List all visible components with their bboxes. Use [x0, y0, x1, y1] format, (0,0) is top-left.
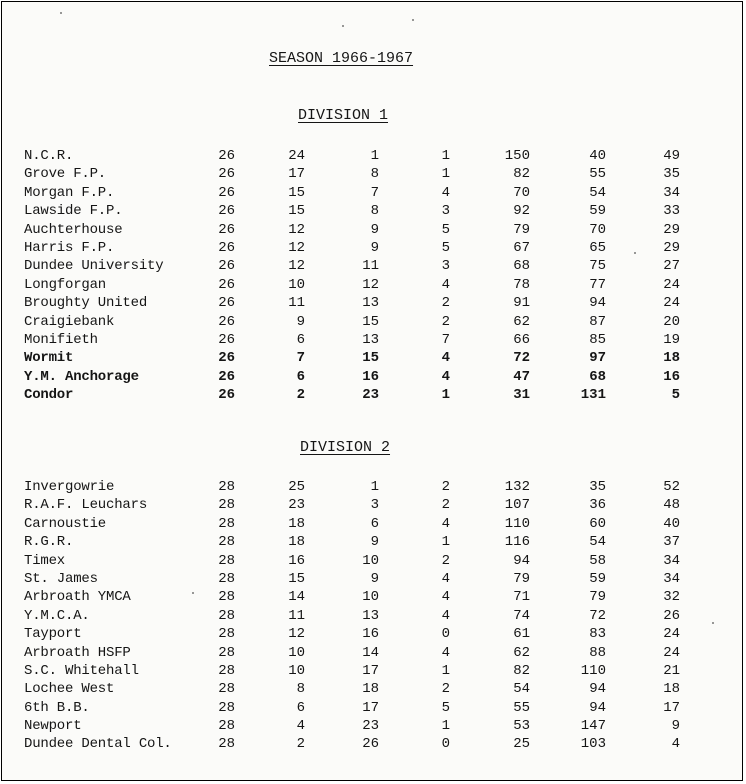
team-name: Craigiebank: [24, 313, 115, 330]
table-cell: 8: [370, 166, 379, 183]
table-cell: 32: [663, 589, 680, 606]
table-cell: 15: [362, 350, 379, 367]
table-cell: 3: [441, 258, 450, 275]
table-cell: 34: [663, 184, 680, 201]
table-cell: 116: [504, 534, 530, 551]
table-cell: 26: [218, 184, 235, 201]
table-cell: 91: [513, 295, 530, 312]
table-cell: 18: [288, 515, 305, 532]
table-cell: 35: [589, 479, 606, 495]
table-cell: 12: [288, 258, 305, 275]
table-cell: 36: [589, 497, 606, 514]
table-cell: 1: [441, 534, 450, 551]
table-cell: 26: [218, 239, 235, 256]
table-cell: 17: [362, 662, 379, 679]
table-cell: 1: [441, 718, 450, 735]
team-name: Longforgan: [24, 276, 107, 293]
table-cell: 97: [589, 350, 606, 367]
table-cell: 24: [663, 295, 680, 312]
team-name: Lawside F.P.: [24, 203, 123, 220]
table-cell: 7: [296, 350, 305, 367]
table-cell: 94: [589, 681, 606, 698]
table-cell: 1: [441, 662, 450, 679]
table-cell: 16: [362, 368, 379, 385]
table-cell: 26: [663, 607, 680, 624]
team-name: Carnoustie: [24, 515, 107, 532]
table-cell: 35: [663, 166, 680, 183]
table-cell: 1: [441, 166, 450, 183]
table-cell: 58: [589, 552, 606, 569]
table-cell: 4: [441, 368, 450, 385]
table-cell: 1: [441, 148, 450, 164]
team-name: Condor: [24, 387, 74, 404]
table-cell: 131: [580, 387, 606, 404]
table-cell: 19: [663, 331, 680, 348]
table-cell: 6: [370, 515, 379, 532]
table-cell: 28: [218, 552, 235, 569]
table-cell: 94: [589, 699, 606, 716]
table-cell: 55: [589, 166, 606, 183]
document-page: [1, 1, 743, 781]
table-cell: 1: [370, 148, 379, 164]
table-cell: 28: [218, 699, 235, 716]
table-row: [2, 626, 743, 644]
table-cell: 48: [663, 497, 680, 514]
table-cell: 49: [663, 148, 680, 164]
table-cell: 18: [663, 350, 680, 367]
table-row: [2, 203, 743, 221]
table-cell: 52: [663, 479, 680, 495]
table-cell: 4: [441, 570, 450, 587]
table-cell: 6: [296, 699, 305, 716]
table-cell: 26: [218, 350, 235, 367]
table-cell: 12: [362, 276, 379, 293]
team-name: Grove F.P.: [24, 166, 107, 183]
table-cell: 24: [288, 148, 305, 164]
table-cell: 59: [589, 203, 606, 220]
table-cell: 47: [513, 368, 530, 385]
scan-speck: [60, 12, 62, 14]
table-cell: 0: [441, 626, 450, 643]
team-name: Morgan F.P.: [24, 184, 115, 201]
table-cell: 53: [513, 718, 530, 735]
table-row: [2, 332, 743, 350]
table-cell: 9: [370, 221, 379, 238]
table-cell: 28: [218, 534, 235, 551]
table-cell: 29: [663, 239, 680, 256]
table-cell: 27: [663, 258, 680, 275]
table-cell: 26: [218, 276, 235, 293]
table-cell: 26: [218, 387, 235, 404]
team-name: Invergowrie: [24, 479, 115, 495]
table-cell: 28: [218, 607, 235, 624]
table-cell: 24: [663, 276, 680, 293]
table-cell: 17: [288, 166, 305, 183]
team-name: Auchterhouse: [24, 221, 123, 238]
table-cell: 107: [504, 497, 530, 514]
table-cell: 59: [589, 570, 606, 587]
table-cell: 8: [370, 203, 379, 220]
table-cell: 25: [513, 736, 530, 753]
table-cell: 55: [513, 699, 530, 716]
table-cell: 23: [362, 718, 379, 735]
table-row: [2, 700, 743, 718]
table-cell: 28: [218, 736, 235, 753]
table-row: [2, 516, 743, 534]
table-cell: 28: [218, 515, 235, 532]
table-row: [2, 645, 743, 663]
table-cell: 15: [288, 570, 305, 587]
table-cell: 11: [288, 607, 305, 624]
table-cell: 4: [441, 515, 450, 532]
table-cell: 4: [441, 184, 450, 201]
scan-speck: [412, 19, 414, 21]
table-row: [2, 314, 743, 332]
table-cell: 6: [296, 331, 305, 348]
team-name: Tayport: [24, 626, 82, 643]
table-cell: 31: [513, 387, 530, 404]
table-row: [2, 497, 743, 515]
table-cell: 94: [513, 552, 530, 569]
team-name: Y.M. Anchorage: [24, 368, 139, 385]
table-cell: 68: [513, 258, 530, 275]
table-row: [2, 258, 743, 276]
table-cell: 82: [513, 662, 530, 679]
table-row: [2, 222, 743, 240]
table-cell: 83: [589, 626, 606, 643]
table-cell: 34: [663, 552, 680, 569]
table-row: [2, 589, 743, 607]
table-cell: 10: [288, 644, 305, 661]
table-cell: 4: [441, 644, 450, 661]
table-cell: 20: [663, 313, 680, 330]
team-name: Dundee University: [24, 258, 164, 275]
table-row: [2, 166, 743, 184]
table-cell: 26: [218, 203, 235, 220]
table-cell: 24: [663, 626, 680, 643]
table-cell: 6: [296, 368, 305, 385]
table-cell: 26: [218, 295, 235, 312]
team-name: Monifieth: [24, 331, 98, 348]
division-1-table: [2, 148, 743, 405]
table-cell: 26: [218, 331, 235, 348]
table-cell: 18: [288, 534, 305, 551]
table-cell: 16: [288, 552, 305, 569]
table-cell: 15: [288, 184, 305, 201]
table-cell: 68: [589, 368, 606, 385]
table-cell: 9: [296, 313, 305, 330]
table-cell: 15: [362, 313, 379, 330]
table-cell: 26: [362, 736, 379, 753]
table-cell: 9: [370, 570, 379, 587]
table-cell: 23: [288, 497, 305, 514]
team-name: Arbroath YMCA: [24, 589, 131, 606]
table-cell: 34: [663, 570, 680, 587]
table-cell: 103: [580, 736, 606, 753]
table-cell: 7: [370, 184, 379, 201]
table-cell: 1: [441, 387, 450, 404]
table-cell: 26: [218, 148, 235, 164]
team-name: N.C.R.: [24, 148, 74, 164]
table-row: [2, 148, 743, 166]
table-cell: 16: [663, 368, 680, 385]
table-cell: 2: [441, 552, 450, 569]
table-cell: 10: [362, 552, 379, 569]
table-cell: 18: [362, 681, 379, 698]
team-name: St. James: [24, 570, 98, 587]
team-name: Timex: [24, 552, 66, 569]
table-row: [2, 681, 743, 699]
table-cell: 87: [589, 313, 606, 330]
table-cell: 16: [362, 626, 379, 643]
table-cell: 28: [218, 570, 235, 587]
table-cell: 17: [663, 699, 680, 716]
table-cell: 10: [288, 662, 305, 679]
table-cell: 150: [504, 148, 530, 164]
table-cell: 13: [362, 331, 379, 348]
team-name: S.C. Whitehall: [24, 662, 139, 679]
table-row: [2, 295, 743, 313]
table-cell: 4: [441, 607, 450, 624]
table-cell: 26: [218, 258, 235, 275]
table-cell: 11: [362, 258, 379, 275]
table-cell: 26: [218, 221, 235, 238]
table-cell: 14: [288, 589, 305, 606]
table-cell: 28: [218, 662, 235, 679]
table-cell: 61: [513, 626, 530, 643]
table-cell: 67: [513, 239, 530, 256]
scan-speck: [342, 25, 344, 27]
table-cell: 15: [288, 203, 305, 220]
table-cell: 2: [441, 295, 450, 312]
table-cell: 54: [589, 534, 606, 551]
table-row: [2, 608, 743, 626]
table-cell: 147: [580, 718, 606, 735]
table-cell: 8: [296, 681, 305, 698]
table-cell: 21: [663, 662, 680, 679]
table-cell: 54: [513, 681, 530, 698]
division-1-heading: DIVISION 1: [298, 107, 389, 124]
table-cell: 82: [513, 166, 530, 183]
table-row: [2, 387, 743, 405]
table-cell: 40: [663, 515, 680, 532]
table-cell: 28: [218, 497, 235, 514]
table-cell: 79: [513, 221, 530, 238]
table-cell: 12: [288, 221, 305, 238]
table-cell: 11: [288, 295, 305, 312]
table-cell: 5: [671, 387, 680, 404]
table-cell: 12: [288, 239, 305, 256]
table-cell: 4: [441, 276, 450, 293]
table-cell: 4: [296, 718, 305, 735]
team-name: Arbroath HSFP: [24, 644, 131, 661]
table-cell: 29: [663, 221, 680, 238]
table-cell: 33: [663, 203, 680, 220]
team-name: Broughty United: [24, 295, 148, 312]
table-cell: 13: [362, 607, 379, 624]
table-cell: 92: [513, 203, 530, 220]
table-cell: 66: [513, 331, 530, 348]
table-cell: 26: [218, 368, 235, 385]
table-row: [2, 185, 743, 203]
table-cell: 74: [513, 607, 530, 624]
team-name: R.G.R.: [24, 534, 74, 551]
table-cell: 60: [589, 515, 606, 532]
table-row: [2, 369, 743, 387]
table-cell: 77: [589, 276, 606, 293]
table-row: [2, 479, 743, 497]
team-name: Harris F.P.: [24, 239, 115, 256]
table-row: [2, 240, 743, 258]
table-cell: 78: [513, 276, 530, 293]
table-cell: 4: [441, 350, 450, 367]
table-row: [2, 571, 743, 589]
table-cell: 62: [513, 644, 530, 661]
table-cell: 23: [362, 387, 379, 404]
table-cell: 70: [513, 184, 530, 201]
table-row: [2, 534, 743, 552]
table-cell: 28: [218, 644, 235, 661]
table-cell: 18: [663, 681, 680, 698]
table-cell: 79: [513, 570, 530, 587]
table-cell: 4: [441, 589, 450, 606]
table-cell: 28: [218, 479, 235, 495]
table-cell: 28: [218, 718, 235, 735]
table-cell: 110: [504, 515, 530, 532]
table-cell: 2: [441, 497, 450, 514]
table-cell: 4: [671, 736, 680, 753]
table-cell: 71: [513, 589, 530, 606]
team-name: Dundee Dental Col.: [24, 736, 172, 753]
table-cell: 132: [504, 479, 530, 495]
table-row: [2, 350, 743, 368]
table-cell: 12: [288, 626, 305, 643]
table-cell: 24: [663, 644, 680, 661]
table-cell: 17: [362, 699, 379, 716]
table-cell: 2: [296, 387, 305, 404]
team-name: Y.M.C.A.: [24, 607, 90, 624]
table-cell: 54: [589, 184, 606, 201]
table-cell: 75: [589, 258, 606, 275]
table-row: [2, 718, 743, 736]
table-row: [2, 736, 743, 754]
division-2-table: [2, 479, 743, 755]
table-cell: 79: [589, 589, 606, 606]
table-cell: 40: [589, 148, 606, 164]
table-row: [2, 553, 743, 571]
table-cell: 10: [288, 276, 305, 293]
table-cell: 9: [370, 239, 379, 256]
table-cell: 5: [441, 699, 450, 716]
table-cell: 88: [589, 644, 606, 661]
table-cell: 28: [218, 589, 235, 606]
table-cell: 1: [370, 479, 379, 495]
table-cell: 9: [370, 534, 379, 551]
table-cell: 14: [362, 644, 379, 661]
table-cell: 13: [362, 295, 379, 312]
team-name: 6th B.B.: [24, 699, 90, 716]
table-cell: 37: [663, 534, 680, 551]
team-name: Newport: [24, 718, 82, 735]
table-cell: 28: [218, 626, 235, 643]
table-cell: 94: [589, 295, 606, 312]
table-cell: 28: [218, 681, 235, 698]
team-name: Lochee West: [24, 681, 115, 698]
table-cell: 62: [513, 313, 530, 330]
table-row: [2, 663, 743, 681]
table-cell: 26: [218, 313, 235, 330]
table-cell: 5: [441, 221, 450, 238]
table-cell: 9: [671, 718, 680, 735]
season-title: SEASON 1966-1967: [269, 50, 414, 67]
table-row: [2, 277, 743, 295]
table-cell: 72: [589, 607, 606, 624]
table-cell: 2: [296, 736, 305, 753]
table-cell: 2: [441, 681, 450, 698]
table-cell: 25: [288, 479, 305, 495]
table-cell: 10: [362, 589, 379, 606]
table-cell: 2: [441, 313, 450, 330]
table-cell: 85: [589, 331, 606, 348]
division-2-heading: DIVISION 2: [300, 439, 391, 456]
table-cell: 3: [441, 203, 450, 220]
table-cell: 3: [370, 497, 379, 514]
table-cell: 65: [589, 239, 606, 256]
table-cell: 26: [218, 166, 235, 183]
table-cell: 110: [580, 662, 606, 679]
table-cell: 5: [441, 239, 450, 256]
team-name: Wormit: [24, 350, 74, 367]
table-cell: 72: [513, 350, 530, 367]
table-cell: 7: [441, 331, 450, 348]
table-cell: 2: [441, 479, 450, 495]
team-name: R.A.F. Leuchars: [24, 497, 148, 514]
table-cell: 70: [589, 221, 606, 238]
table-cell: 0: [441, 736, 450, 753]
